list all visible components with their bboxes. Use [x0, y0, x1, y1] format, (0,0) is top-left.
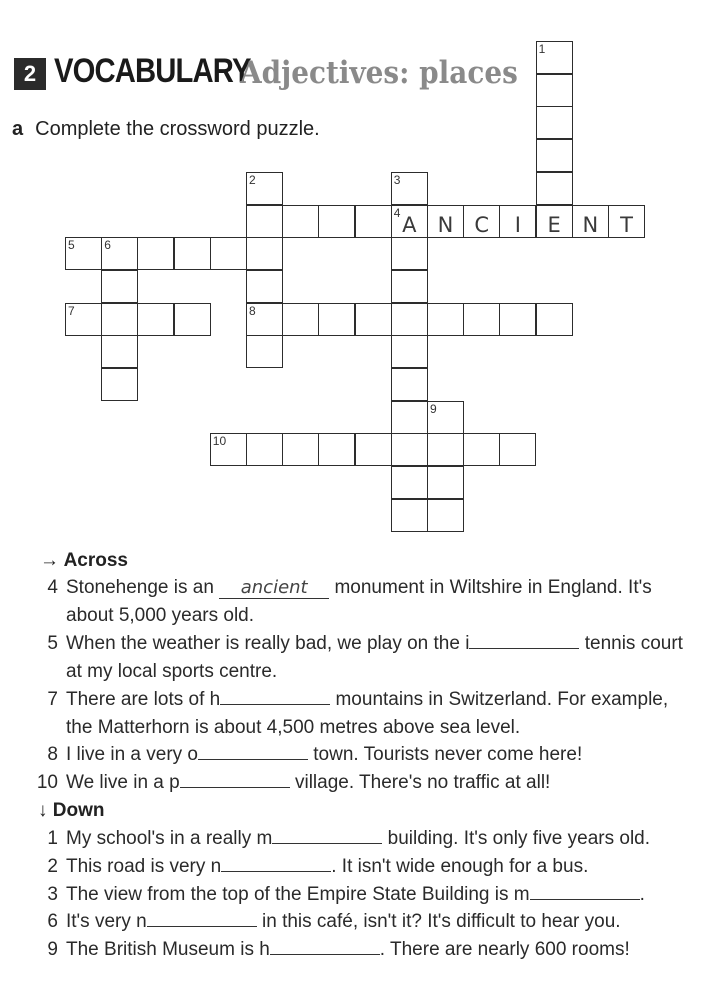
crossword-cell[interactable] [499, 303, 536, 336]
crossword-cell[interactable] [246, 237, 283, 270]
crossword-cell[interactable] [391, 237, 428, 270]
crossword-cell[interactable] [174, 237, 211, 270]
filled-letter: A [402, 212, 417, 237]
clue-text-before: It's very n [66, 911, 147, 932]
clue-item [36, 574, 686, 630]
crossword-cell[interactable] [536, 74, 573, 107]
crossword-cell[interactable] [246, 335, 283, 368]
clue-number: 2 [47, 856, 58, 877]
answer-blank[interactable] [469, 634, 579, 649]
crossword-cell[interactable] [536, 172, 573, 205]
answer-blank[interactable] [530, 885, 640, 900]
answer-blank[interactable] [180, 773, 290, 788]
clue-number: 9 [47, 939, 58, 960]
answer-blank[interactable] [270, 940, 380, 955]
crossword-cell[interactable] [355, 433, 392, 466]
exercise-letter: a [12, 118, 24, 140]
clue-item [36, 769, 686, 797]
clue-item [36, 630, 686, 686]
crossword-cell[interactable] [210, 237, 247, 270]
clue-number-label: 4 [393, 205, 401, 220]
clue-text [66, 825, 686, 853]
crossword-cell[interactable] [608, 205, 645, 238]
crossword-cell[interactable] [391, 172, 428, 205]
crossword-cell[interactable] [101, 335, 138, 368]
section-title: VOCABULARY [54, 52, 251, 90]
filled-letter: I [514, 212, 521, 237]
clue-number: 8 [47, 744, 58, 765]
clue-text [66, 853, 686, 881]
clue-text-before: Stonehenge is an [66, 577, 220, 598]
answer-blank[interactable] [221, 857, 331, 872]
crossword-cell[interactable] [246, 172, 283, 205]
crossword-cell[interactable] [318, 433, 355, 466]
clue-text-before: We live in a p [66, 772, 180, 793]
crossword-cell[interactable] [536, 205, 573, 238]
clue-number-label: 3 [393, 172, 401, 187]
clue-text-after: . It isn't wide enough for a bus. [331, 856, 589, 877]
crossword-cell[interactable] [246, 303, 283, 336]
clue-number: 6 [47, 911, 58, 932]
clue-text [66, 741, 686, 769]
clue-text-after: mountains in Switzerland. For example, the Matterhorn is about 4,500 metres above sea level. [66, 689, 669, 738]
clue-text-after: town. Tourists never come here! [308, 744, 583, 765]
clue-item [36, 881, 686, 909]
crossword-cell[interactable] [137, 303, 174, 336]
crossword-cell[interactable] [427, 433, 464, 466]
clue-number: 4 [47, 577, 58, 598]
clue-number-label: 8 [249, 303, 256, 318]
clue-number: 3 [47, 884, 58, 905]
crossword-cell[interactable] [355, 205, 392, 238]
crossword-cell[interactable] [65, 237, 102, 270]
filled-letter: T [620, 212, 633, 237]
crossword-cell[interactable] [65, 303, 102, 336]
clue-text [66, 908, 686, 936]
clue-number-label: 9 [430, 401, 437, 416]
filled-letter: E [547, 212, 561, 237]
crossword-cell[interactable] [137, 237, 174, 270]
crossword-cell[interactable] [246, 270, 283, 303]
clue-text-before: This road is very n [66, 856, 222, 877]
filled-letter: C [474, 212, 490, 237]
crossword-cell[interactable] [536, 303, 573, 336]
filled-letter: N [582, 212, 599, 237]
clue-text [66, 769, 686, 797]
crossword-cell[interactable] [391, 499, 428, 532]
clue-item [36, 825, 686, 853]
crossword-cell[interactable] [318, 205, 355, 238]
clue-text [66, 574, 686, 630]
clue-number-label: 7 [68, 303, 75, 318]
clue-number-label: 6 [104, 238, 111, 253]
clue-item [36, 936, 686, 964]
clue-text [66, 881, 686, 909]
crossword-cell[interactable] [282, 433, 319, 466]
clue-text [66, 686, 686, 742]
clue-item [36, 908, 686, 936]
crossword-cell[interactable] [101, 270, 138, 303]
answer-filled[interactable]: ancient [219, 578, 329, 599]
crossword-cell[interactable] [391, 368, 428, 401]
crossword-cell[interactable] [499, 433, 536, 466]
crossword-cell[interactable] [463, 433, 500, 466]
crossword-cell[interactable] [427, 205, 464, 238]
down-heading: ↓ Down [38, 800, 105, 821]
clue-text-before: I live in a very o [66, 744, 198, 765]
crossword-cell[interactable] [499, 205, 536, 238]
crossword-cell[interactable] [536, 106, 573, 139]
crossword-cell[interactable] [391, 466, 428, 499]
crossword-cell[interactable] [391, 270, 428, 303]
crossword-cell[interactable] [318, 303, 355, 336]
crossword-cell[interactable] [427, 401, 464, 434]
clue-number: 5 [47, 633, 58, 654]
crossword-cell[interactable] [246, 433, 283, 466]
crossword-cell[interactable] [427, 499, 464, 532]
answer-blank[interactable] [272, 829, 382, 844]
clue-text [66, 936, 686, 964]
clue-text [66, 630, 686, 686]
section-subtitle: Adjectives: places [240, 55, 518, 91]
crossword-cell[interactable] [536, 139, 573, 172]
crossword-cell[interactable] [391, 335, 428, 368]
crossword-cell[interactable] [427, 303, 464, 336]
answer-blank[interactable] [198, 745, 308, 760]
clue-text-before: When the weather is really bad, we play on the i [66, 633, 470, 654]
clue-item [36, 853, 686, 881]
crossword-cell[interactable] [101, 368, 138, 401]
crossword-cell[interactable] [463, 205, 500, 238]
clue-item [36, 686, 686, 742]
crossword-cell[interactable] [282, 303, 319, 336]
crossword-cell[interactable] [391, 401, 428, 434]
clue-number: 7 [47, 689, 58, 710]
clue-text-before: The British Museum is h [66, 939, 270, 960]
crossword-cell[interactable] [101, 303, 138, 336]
filled-letter: N [437, 212, 454, 237]
clue-text-after: building. It's only five years old. [382, 828, 651, 849]
clue-number: 10 [36, 772, 58, 793]
crossword-cell[interactable] [391, 433, 428, 466]
crossword-cell[interactable] [391, 205, 428, 238]
answer-blank[interactable] [220, 690, 330, 705]
clue-text-before: There are lots of h [66, 689, 221, 710]
crossword-cell[interactable] [391, 303, 428, 336]
section-number-badge: 2 [14, 58, 46, 90]
clue-text-after: village. There's no traffic at all! [289, 772, 551, 793]
clue-text-after: . [639, 884, 645, 905]
clue-number-label: 2 [249, 172, 256, 187]
across-heading: → Across [40, 550, 128, 571]
clue-number-label: 1 [538, 42, 546, 56]
instruction-text: Complete the crossword puzzle. [35, 118, 320, 140]
crossword-cell[interactable] [101, 237, 138, 270]
clue-number-label: 10 [212, 434, 227, 449]
crossword-cell[interactable] [463, 303, 500, 336]
clue-number-label: 5 [68, 238, 75, 253]
crossword-cell[interactable] [355, 303, 392, 336]
crossword-cell[interactable] [572, 205, 609, 238]
clue-text-after: in this café, isn't it? It's difficult to hear you. [256, 911, 621, 932]
crossword-cell[interactable] [282, 205, 319, 238]
clue-text-after: tennis court at my local sports centre. [66, 633, 683, 682]
crossword-cell[interactable] [174, 303, 211, 336]
crossword-cell[interactable] [210, 433, 247, 466]
crossword-cell[interactable] [536, 41, 573, 74]
answer-blank[interactable] [147, 912, 257, 927]
clue-text-after: monument in Wiltshire in England. It's about 5,000 years old. [66, 577, 652, 626]
crossword-cell[interactable] [427, 466, 464, 499]
clue-text-before: The view from the top of the Empire State Building is m [66, 884, 530, 905]
clue-number: 1 [47, 828, 58, 849]
crossword-cell[interactable] [246, 205, 283, 238]
clue-text-before: My school's in a really m [66, 828, 273, 849]
clue-item [36, 741, 686, 769]
clue-text-after: . There are nearly 600 rooms! [379, 939, 630, 960]
